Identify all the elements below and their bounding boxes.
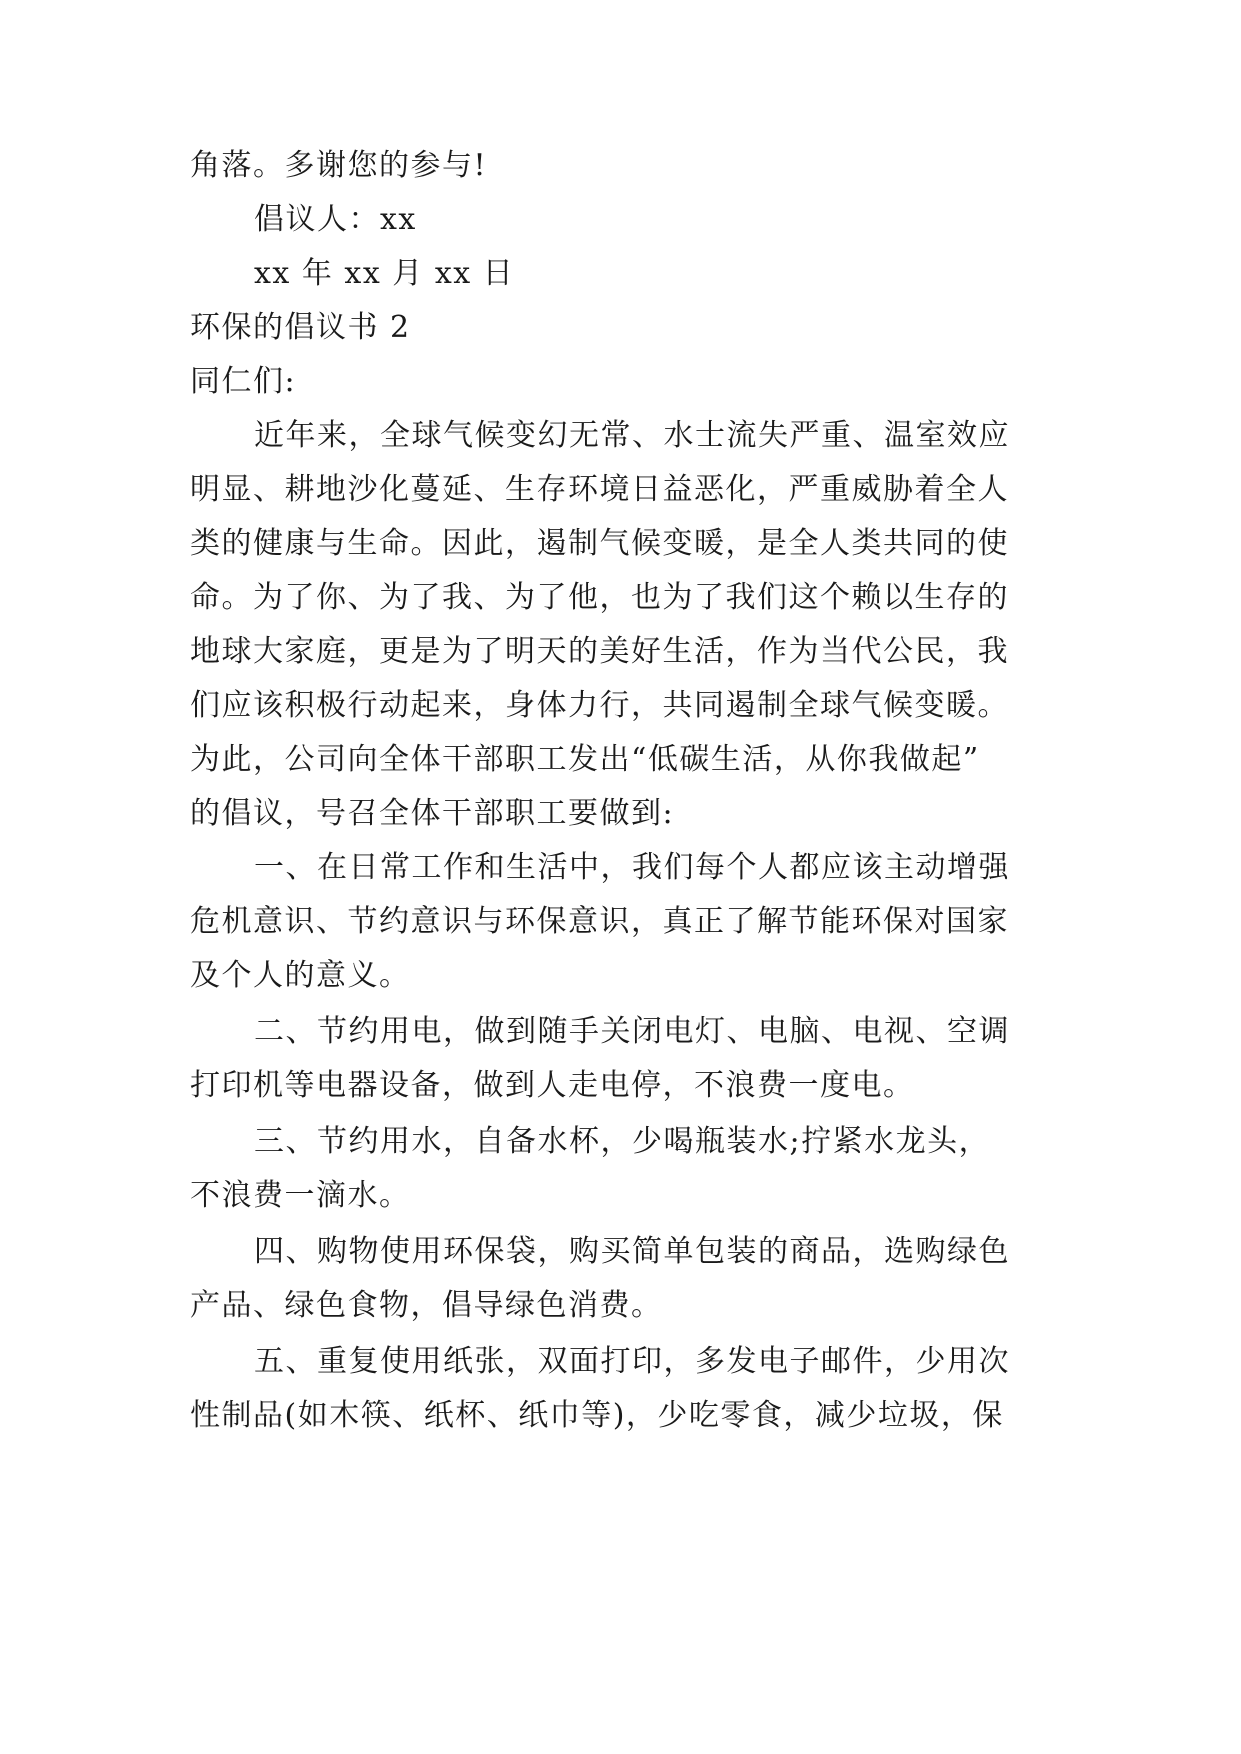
text-line: 四、购物使用环保袋，购买简单包装的商品，选购绿色 (254, 1234, 1010, 1269)
text-line: 角落。多谢您的参与! (190, 148, 488, 183)
text-line: 危机意识、节约意识与环保意识，真正了解节能环保对国家 (190, 904, 1009, 939)
text-line: 们应该积极行动起来，身体力行，共同遏制全球气候变暖。 (190, 688, 1009, 723)
text-line: 地球大家庭，更是为了明天的美好生活，作为当代公民，我 (190, 634, 1009, 669)
text-line: 打印机等电器设备，做到人走电停，不浪费一度电。 (190, 1068, 915, 1103)
text-line: 一、在日常工作和生活中，我们每个人都应该主动增强 (254, 850, 1010, 885)
text-line: 命。为了你、为了我、为了他，也为了我们这个赖以生存的 (190, 580, 1009, 615)
text-line: 三、节约用水，自备水杯，少喝瓶装水;拧紧水龙头， (254, 1124, 991, 1159)
text-line: 不浪费一滴水。 (190, 1178, 411, 1213)
text-line: 五、重复使用纸张，双面打印，多发电子邮件，少用次 (254, 1344, 1010, 1379)
text-line: 的倡议，号召全体干部职工要做到: (190, 796, 675, 831)
salutation: 同仁们: (190, 364, 297, 399)
text-line: 类的健康与生命。因此，遏制气候变暖，是全人类共同的使 (190, 526, 1009, 561)
text-line: 及个人的意义。 (190, 958, 411, 993)
text-line: 性制品(如木筷、纸杯、纸巾等)，少吃零食，减少垃圾，保 (190, 1398, 1004, 1433)
date-line: xx 年 xx 月 xx 日 (254, 256, 515, 291)
proposer-line: 倡议人：xx (254, 202, 417, 237)
text-line: 为此，公司向全体干部职工发出“低碳生活，从你我做起” (190, 742, 980, 777)
text-line: 二、节约用电，做到随手关闭电灯、电脑、电视、空调 (254, 1014, 1010, 1049)
text-line: 产品、绿色食物，倡导绿色消费。 (190, 1288, 663, 1323)
text-line: 近年来，全球气候变幻无常、水士流失严重、温室效应 (254, 418, 1010, 453)
text-line: 明显、耕地沙化蔓延、生存环境日益恶化，严重威胁着全人 (190, 472, 1009, 507)
section-title: 环保的倡议书 2 (190, 310, 411, 345)
